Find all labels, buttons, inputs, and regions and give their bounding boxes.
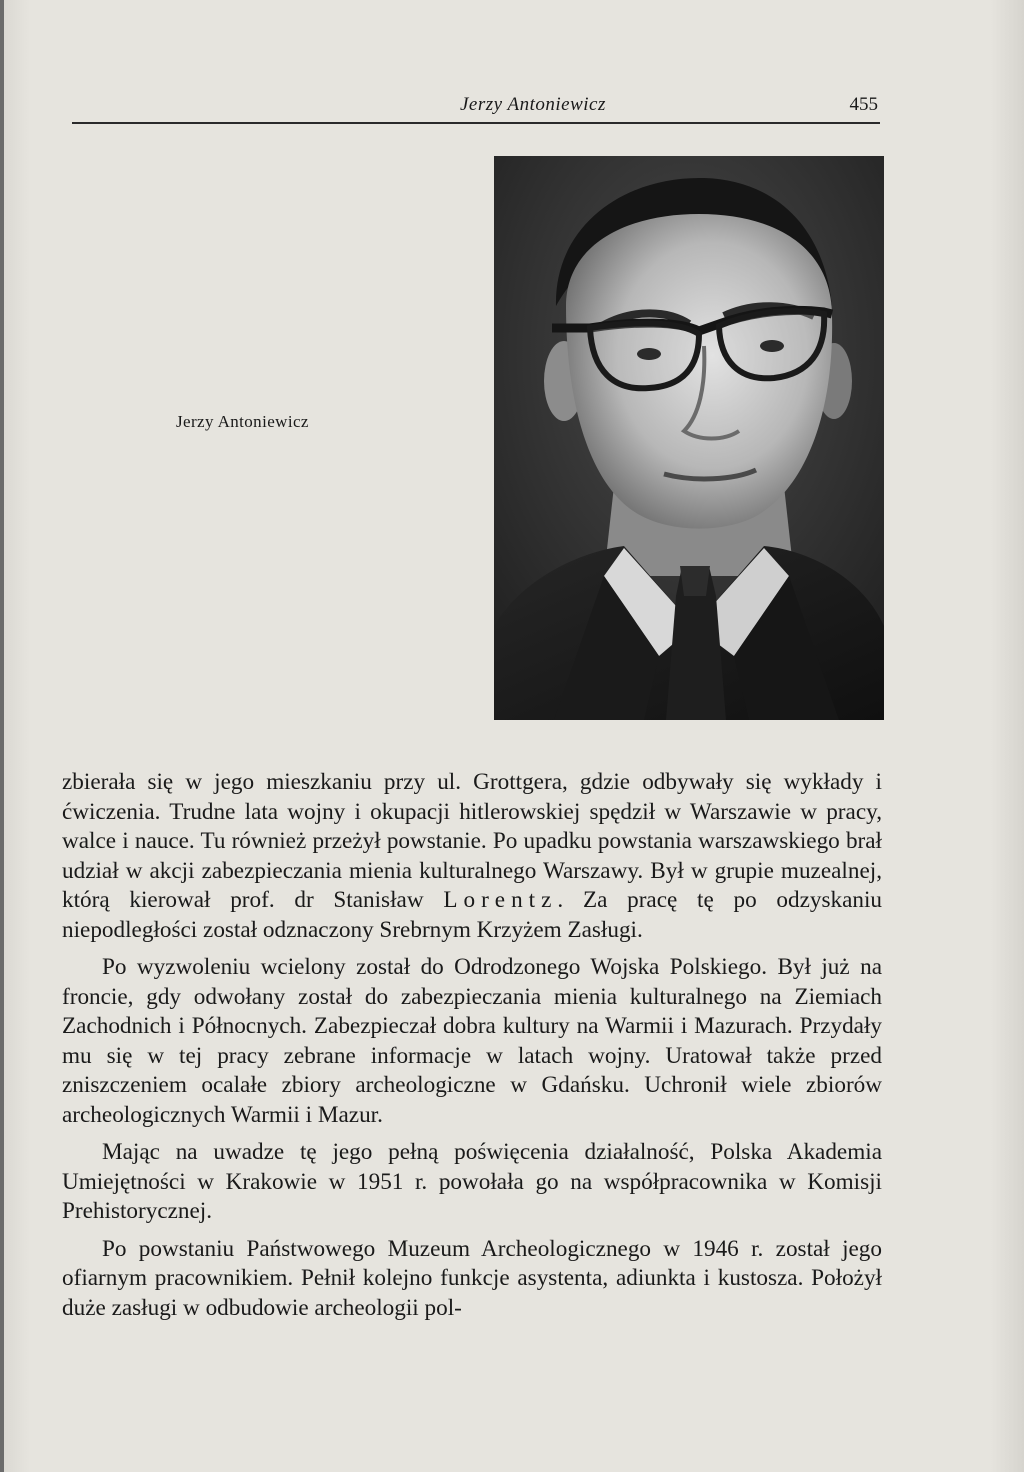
paragraph-text: . Za pracę tę po odzyskaniu niepodległości został odznaczony Srebrnym Krzyżem Zasługi. [62, 887, 883, 943]
paragraph [62, 768, 882, 945]
paragraph-text: zbierała się w jego mieszkaniu przy ul. Grottgera, gdzie odbywały się wykłady i ćwiczenia. Trudne lata wojny i okupacji hitlerowskiej spędził w Warszawie w pracy, walce i nauce. Tu również przeżył powstanie. Po upadku powstania warszawskiego brał udział w akcji zabezpieczania mienia kulturalnego Warszawy. Był w grupie muzealnej, którą kierował prof. dr Stanisław [62, 769, 882, 913]
page-edge [0, 0, 4, 1472]
paragraph: Po powstaniu Państwowego Muzeum Archeologicznego w 1946 r. został jego ofiarnym pracownikiem. Pełnił kolejno funkcje asystenta, adiunkta i kustosza. Położył duże zasługi w odbudowie archeologii pol- [62, 1235, 882, 1321]
person-name: Lorentz [443, 887, 558, 913]
body-text [62, 768, 882, 1331]
portrait-image [494, 156, 884, 720]
paragraph: Po wyzwoleniu wcielony został do Odrodzonego Wojska Polskiego. Był już na froncie, gdy odwołany został do zabezpieczania mienia kulturalnego na Ziemiach Zachodnich i Północnych. Zabezpieczał dobra kultury na Warmii i Mazurach. Przydały mu się w tej pracy zebrane informacje w latach wojny. Uratował także przed zniszczeniem ocalałe zbiory archeologiczne w Gdańsku. Uchronił wiele zbiorów archeologicznych Warmii i Mazur. [62, 954, 882, 1128]
photo-caption: Jerzy Antoniewicz [176, 412, 309, 431]
page-header [72, 92, 880, 124]
portrait-photo [494, 156, 884, 720]
paragraph: Mając na uwadze tę jego pełną poświęcenia działalność, Polska Akademia Umiejętności w Krakowie w 1951 r. powołała go na współpracownika w Komisji Prehistorycznej. [62, 1139, 882, 1224]
running-head: Jerzy Antoniewicz [460, 94, 606, 115]
page-number: 455 [849, 94, 878, 115]
